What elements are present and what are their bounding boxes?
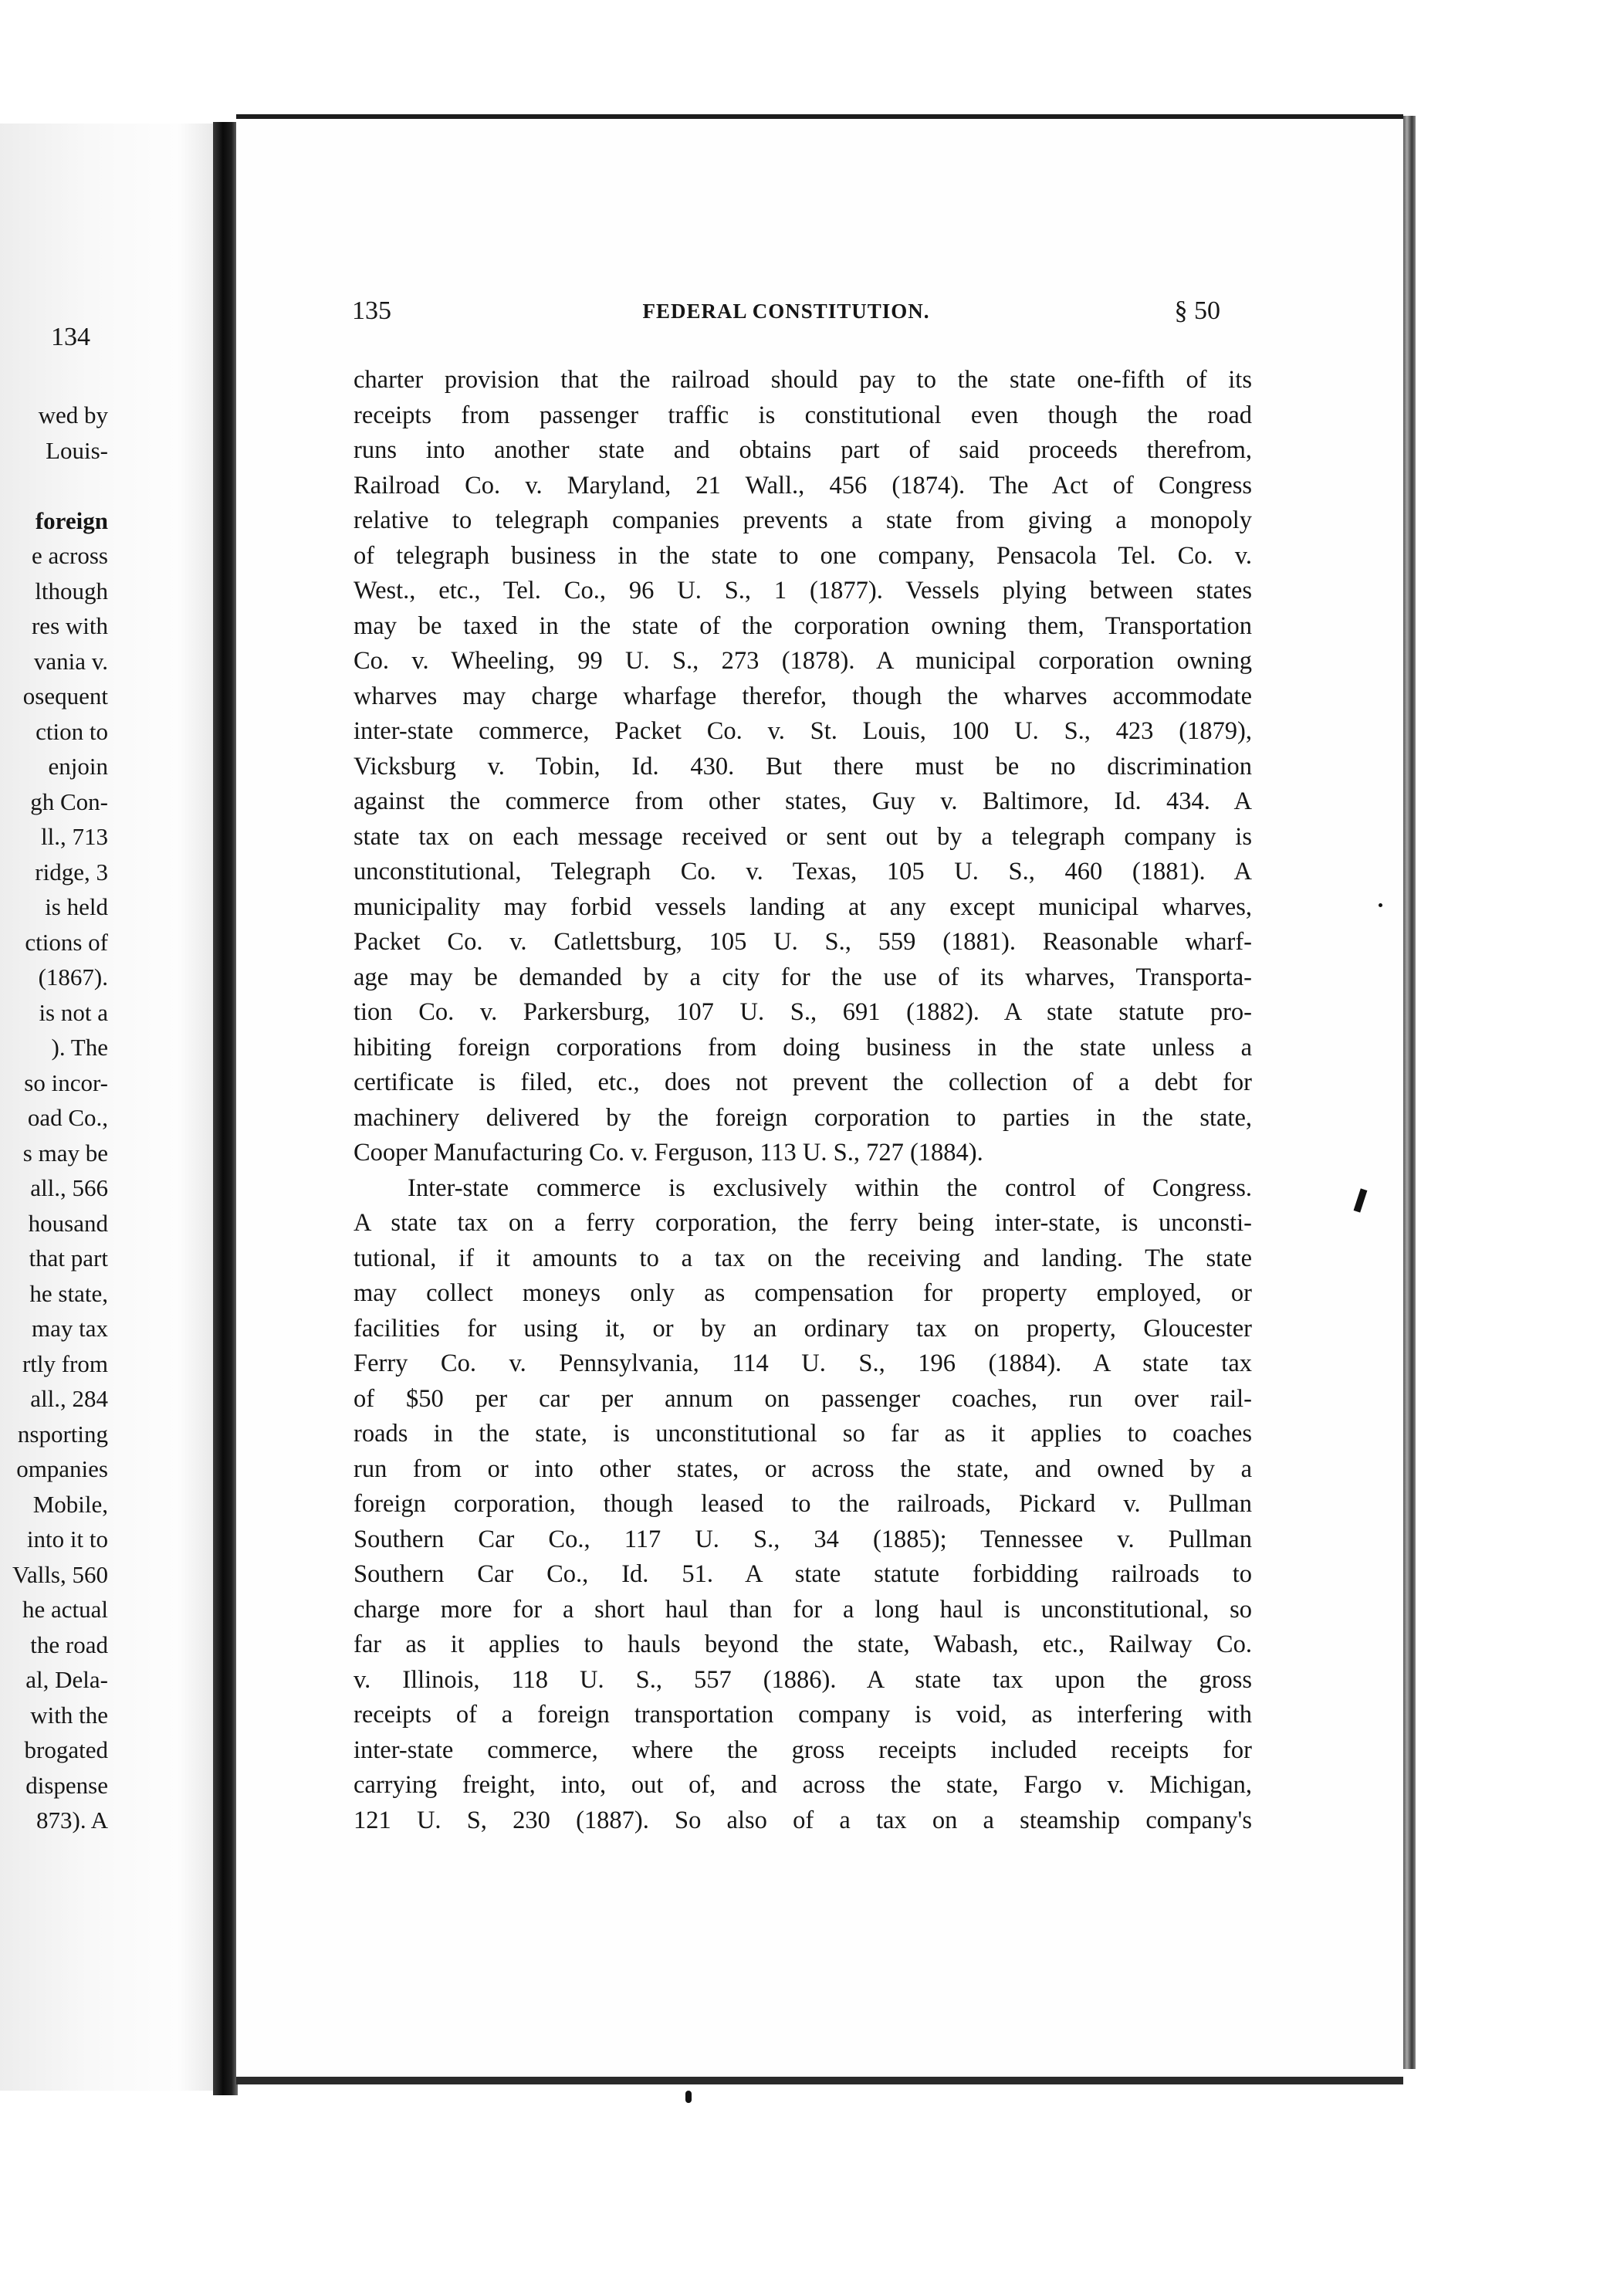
- text-line: Ferry Co. v. Pennsylvania, 114 U. S., 196 (1884). A state tax: [354, 1349, 1252, 1377]
- text-line: relative to telegraph companies prevents a state from giving a monopoly: [354, 506, 1252, 534]
- previous-page-line: he actual: [22, 1596, 108, 1623]
- text-line: unconstitutional, Telegraph Co. v. Texas, 105 U. S., 460 (1881). A: [354, 858, 1252, 886]
- previous-page-line: [0, 468, 108, 503]
- previous-page-line: all., 284: [30, 1385, 108, 1412]
- text-line: Co. v. Wheeling, 99 U. S., 273 (1878). A municipal corporation owning: [354, 647, 1252, 675]
- text-line: Inter-state commerce is exclusively within the control of Congress.: [408, 1173, 1252, 1202]
- previous-page-line: nsporting: [17, 1420, 108, 1448]
- previous-page-line: ). The: [51, 1034, 108, 1061]
- text-line: tion Co. v. Parkersburg, 107 U. S., 691 (1882). A state statute pro-: [354, 998, 1252, 1026]
- text-line: roads in the state, is unconstitutional so far as it applies to coaches: [354, 1420, 1252, 1448]
- text-line: A state tax on a ferry corporation, the ferry being inter-state, is unconsti-: [354, 1209, 1252, 1237]
- previous-page-line: 873). A: [36, 1807, 108, 1834]
- text-line: municipality may forbid vessels landing at any except municipal wharves,: [354, 892, 1252, 921]
- previous-page-line: Mobile,: [32, 1490, 108, 1518]
- previous-page-line: with the: [30, 1701, 108, 1729]
- section-mark: § 50: [1174, 296, 1220, 325]
- previous-page-line: s may be: [22, 1139, 108, 1167]
- text-line: tutional, if it amounts to a tax on the receiving and landing. The state: [354, 1244, 1252, 1272]
- previous-page-line: ll., 713: [41, 823, 108, 850]
- text-line: facilities for using it, or by an ordinary tax on property, Gloucester: [354, 1314, 1252, 1343]
- text-line: carrying freight, into, out of, and across the state, Fargo v. Michigan,: [354, 1771, 1252, 1799]
- text-line: age may be demanded by a city for the use of its wharves, Transporta-: [354, 963, 1252, 991]
- text-line: against the commerce from other states, Guy v. Baltimore, Id. 434. A: [354, 787, 1252, 815]
- text-line: runs into another state and obtains part of said proceeds therefrom,: [354, 436, 1252, 464]
- text-line: Cooper Manufacturing Co. v. Ferguson, 113 U. S., 727 (1884).: [354, 1139, 983, 1167]
- previous-page-line: the road: [30, 1631, 108, 1658]
- previous-page-line: dispense: [25, 1771, 108, 1799]
- previous-page-line: he state,: [29, 1279, 108, 1307]
- previous-page-line: lthough: [35, 577, 108, 604]
- page-number: 135: [352, 296, 391, 325]
- text-line: charge more for a short haul than for a long haul is unconstitutional, so: [354, 1595, 1252, 1624]
- previous-page-line: into it to: [26, 1526, 108, 1553]
- text-line: certificate is filed, etc., does not prevent the collection of a debt for: [354, 1068, 1252, 1096]
- text-line: Vicksburg v. Tobin, Id. 430. But there must be no discrimination: [354, 752, 1252, 781]
- previous-page: [0, 124, 222, 2091]
- previous-page-line: Valls, 560: [12, 1560, 108, 1588]
- text-line: receipts from passenger traffic is constitutional even though the road: [354, 401, 1252, 429]
- previous-page-line: ridge, 3: [35, 858, 108, 886]
- previous-page-line: res with: [31, 612, 108, 639]
- previous-page-line: wed by: [38, 401, 108, 428]
- previous-page-line: ompanies: [16, 1455, 108, 1482]
- text-line: v. Illinois, 118 U. S., 557 (1886). A state tax upon the gross: [354, 1665, 1252, 1694]
- previous-page-line: al, Dela-: [25, 1666, 108, 1693]
- previous-page-line: rtly from: [22, 1349, 108, 1377]
- text-line: Southern Car Co., Id. 51. A state statute forbidding railroads to: [354, 1560, 1252, 1588]
- text-line: West., etc., Tel. Co., 96 U. S., 1 (1877). Vessels plying between states: [354, 577, 1252, 604]
- text-line: Southern Car Co., 117 U. S., 34 (1885); Tennessee v. Pullman: [354, 1525, 1252, 1553]
- text-line: may collect moneys only as compensation for property employed, or: [354, 1279, 1252, 1307]
- text-line: of $50 per car per annum on passenger coaches, run over rail-: [354, 1384, 1252, 1413]
- text-line: receipts of a foreign transportation company is void, as interfering with: [354, 1701, 1252, 1729]
- previous-page-line: enjoin: [48, 753, 108, 780]
- previous-page-line: oad Co.,: [27, 1104, 108, 1131]
- previous-page-line: all., 566: [30, 1174, 108, 1201]
- text-line: state tax on each message received or sent out by a telegraph company is: [354, 822, 1252, 851]
- previous-page-line: gh Con-: [30, 787, 108, 815]
- previous-page-text: [0, 398, 108, 1838]
- page-header-title: FEDERAL CONSTITUTION.: [642, 300, 930, 323]
- text-line: 121 U. S, 230 (1887). So also of a tax on a steamship company's: [354, 1806, 1252, 1834]
- scan-speck: [1379, 903, 1382, 907]
- previous-page-line: (1867).: [38, 963, 108, 991]
- scan-speck: [685, 2091, 692, 2103]
- page-edge: [1403, 116, 1416, 2069]
- previous-page-number: 134: [51, 323, 90, 351]
- running-head: [352, 296, 1220, 335]
- text-line: Packet Co. v. Catlettsburg, 105 U. S., 559 (1881). Reasonable wharf-: [354, 928, 1252, 956]
- text-line: charter provision that the railroad should pay to the state one-fifth of its: [354, 366, 1252, 394]
- body-text: [354, 363, 1252, 1838]
- book-gutter: [213, 122, 238, 2095]
- text-line: machinery delivered by the foreign corporation to parties in the state,: [354, 1103, 1252, 1132]
- previous-page-line: e across: [32, 542, 108, 569]
- text-line: wharves may charge wharfage therefor, though the wharves accommodate: [354, 682, 1252, 710]
- text-line: hibiting foreign corporations from doing business in the state unless a: [354, 1033, 1252, 1062]
- previous-page-line: that part: [29, 1244, 108, 1272]
- current-page: [236, 114, 1403, 2084]
- previous-page-line: housand: [28, 1209, 108, 1237]
- previous-page-line: may tax: [32, 1315, 108, 1342]
- previous-page-line: osequent: [22, 682, 108, 709]
- previous-page-line: ction to: [36, 717, 108, 745]
- previous-page-line: is held: [45, 893, 108, 920]
- text-line: foreign corporation, though leased to the railroads, Pickard v. Pullman: [354, 1490, 1252, 1518]
- previous-page-line: ctions of: [25, 928, 108, 956]
- text-line: may be taxed in the state of the corporation owning them, Transportation: [354, 611, 1252, 640]
- previous-page-line: foreign: [35, 506, 108, 534]
- previous-page-line: Louis-: [46, 436, 108, 464]
- text-line: run from or into other states, or across the state, and owned by a: [354, 1454, 1252, 1483]
- text-line: inter-state commerce, Packet Co. v. St. Louis, 100 U. S., 423 (1879),: [354, 717, 1252, 745]
- previous-page-line: vania v.: [33, 647, 108, 675]
- text-line: Railroad Co. v. Maryland, 21 Wall., 456 (1874). The Act of Congress: [354, 471, 1252, 499]
- text-line: inter-state commerce, where the gross receipts included receipts for: [354, 1735, 1252, 1764]
- previous-page-line: brogated: [24, 1736, 108, 1763]
- text-line: far as it applies to hauls beyond the state, Wabash, etc., Railway Co.: [354, 1631, 1252, 1658]
- previous-page-line: so incor-: [24, 1068, 108, 1096]
- previous-page-line: is not a: [39, 998, 108, 1026]
- text-line: of telegraph business in the state to one company, Pensacola Tel. Co. v.: [354, 541, 1252, 570]
